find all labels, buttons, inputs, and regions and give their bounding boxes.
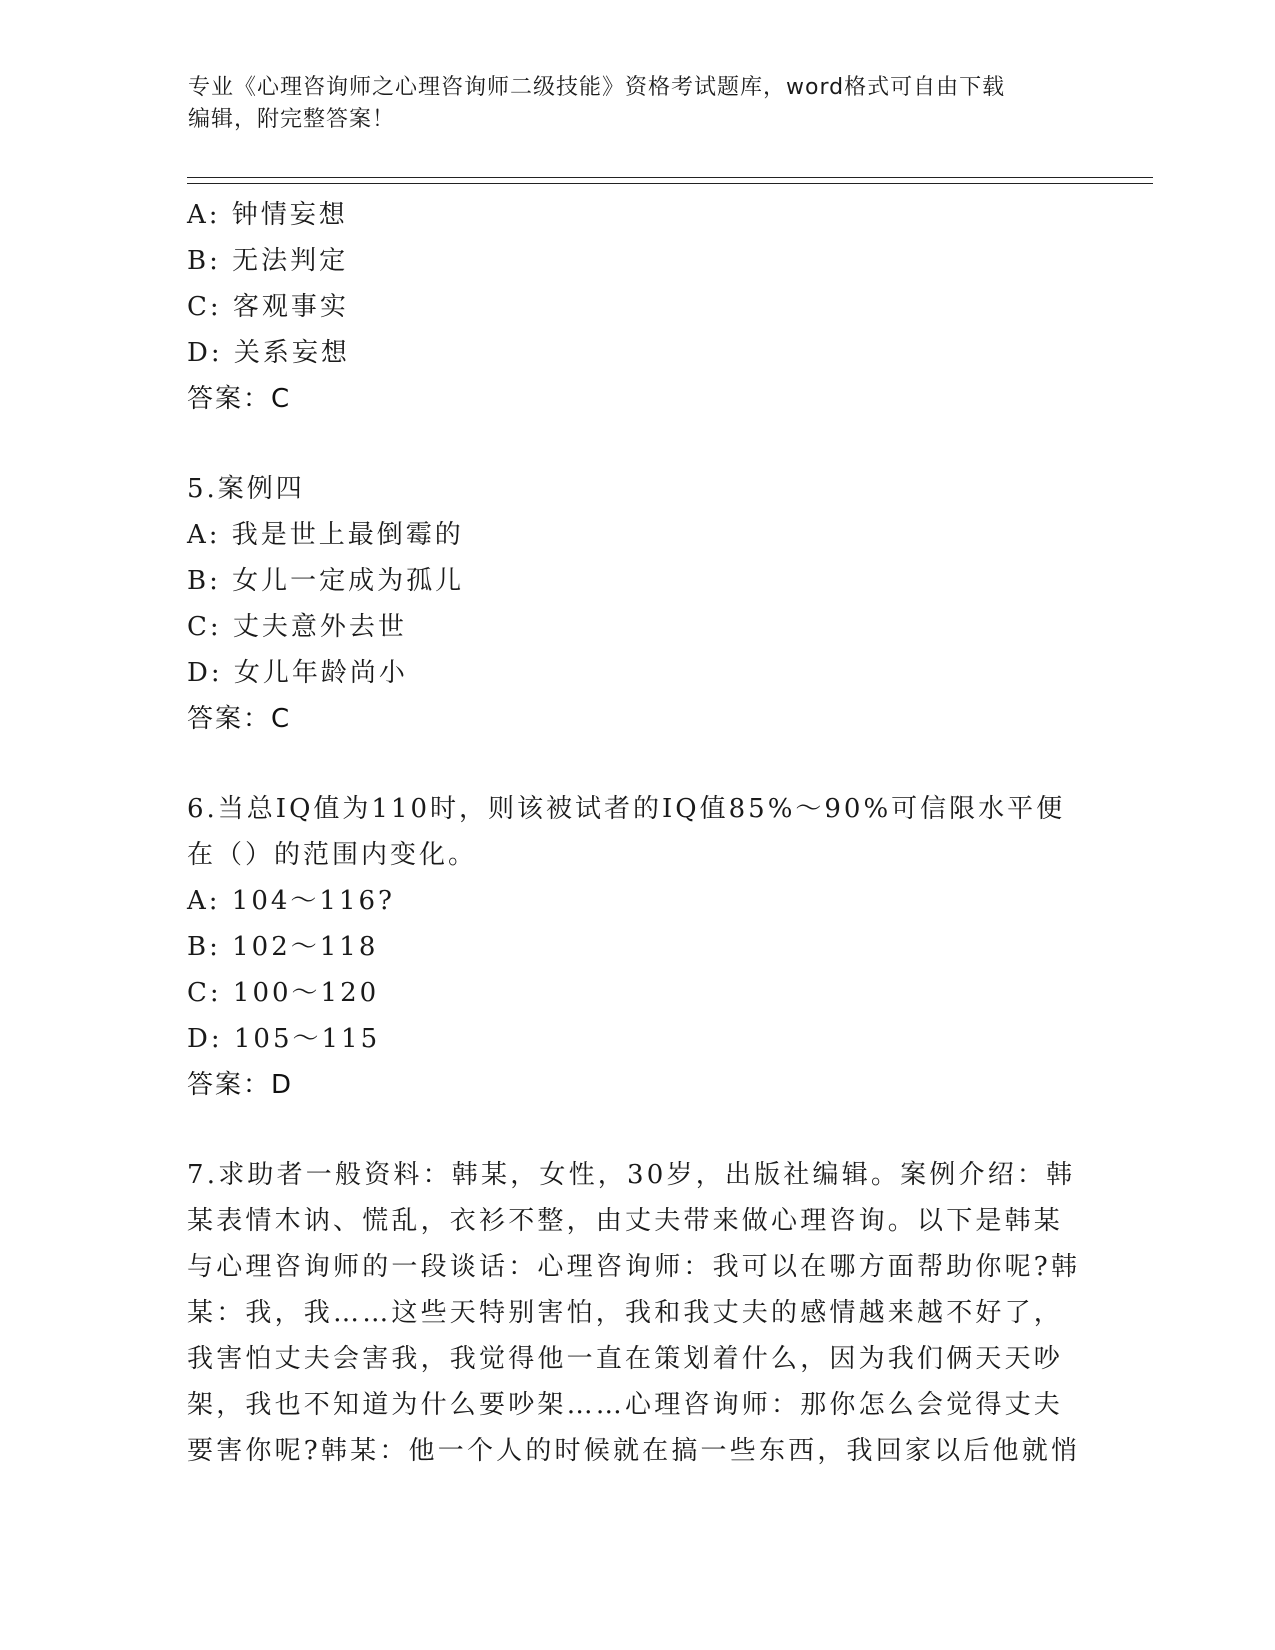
question-text-line-4: 某：我，我……这些天特别害怕，我和我丈夫的感情越来越不好了， (187, 1298, 1064, 1328)
option-b: B: 无法判定 (187, 246, 349, 276)
option-a: A: 104～116? (187, 886, 395, 916)
question-text-line-1: 7.求助者一般资料：韩某，女性，30岁，出版社编辑。案例介绍：韩 (187, 1160, 1076, 1190)
option-d: D: 105～115 (187, 1024, 381, 1054)
question-text-line-2: 在（）的范围内变化。 (187, 840, 478, 870)
spacer (187, 742, 1087, 786)
spacer (187, 1108, 1087, 1152)
question-5 (187, 466, 1087, 742)
question-text-line-6: 架，我也不知道为什么要吵架……心理咨询师：那你怎么会觉得丈夫 (187, 1390, 1064, 1420)
option-a: A: 钟情妄想 (187, 200, 348, 230)
answer-line: 答案：C (187, 704, 292, 734)
option-b: B: 女儿一定成为孤儿 (187, 566, 465, 596)
question-7 (187, 1152, 1087, 1474)
header-rule-bottom (187, 183, 1153, 184)
option-a: A: 我是世上最倒霉的 (187, 520, 464, 550)
option-c: C: 100～120 (187, 978, 380, 1008)
question-text-line-5: 我害怕丈夫会害我，我觉得他一直在策划着什么，因为我们俩天天吵 (187, 1344, 1064, 1374)
option-c: C: 客观事实 (187, 292, 349, 322)
header-rule-top (187, 177, 1153, 178)
question-title: 5.案例四 (187, 474, 305, 504)
option-c: C: 丈夫意外去世 (187, 612, 407, 642)
header-line-2: 编辑，附完整答案！ (188, 107, 396, 132)
answer-line: 答案：C (187, 384, 292, 414)
option-d: D: 女儿年龄尚小 (187, 658, 408, 688)
spacer (187, 422, 1087, 466)
answer-line: 答案：D (187, 1070, 294, 1100)
option-d: D: 关系妄想 (187, 338, 350, 368)
question-6 (187, 786, 1087, 1108)
question-text-line-3: 与心理咨询师的一段谈话：心理咨询师：我可以在哪方面帮助你呢?韩 (187, 1252, 1081, 1282)
question-text-line-7: 要害你呢?韩某：他一个人的时候就在搞一些东西，我回家以后他就悄 (187, 1436, 1081, 1466)
question-text-line-1: 6.当总IQ值为110时，则该被试者的IQ值85%～90%可信限水平便 (187, 794, 1066, 824)
question-text-line-2: 某表情木讷、慌乱，衣衫不整，由丈夫带来做心理咨询。以下是韩某 (187, 1206, 1064, 1236)
option-b: B: 102～118 (187, 932, 379, 962)
header-line-1: 专业《心理咨询师之心理咨询师二级技能》资格考试题库，word格式可自由下载 (188, 75, 1006, 100)
document-header (188, 72, 1068, 136)
question-list (187, 192, 1087, 1474)
question-4 (187, 192, 1087, 422)
